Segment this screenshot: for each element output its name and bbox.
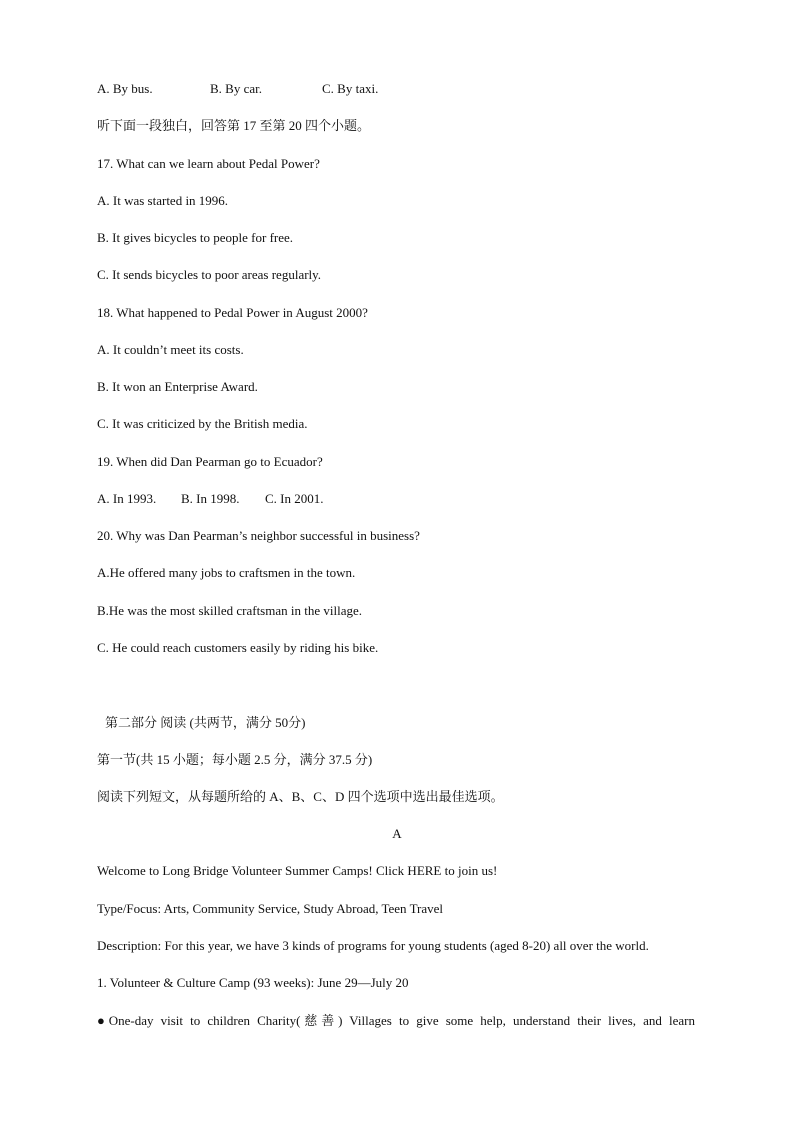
q17-question: 17. What can we learn about Pedal Power? (97, 156, 320, 171)
q20-option-a: A.He offered many jobs to craftsmen in the town. (97, 565, 356, 580)
section1-heading: 第一节(共 15 小题；每小题 2.5 分，满分 37.5 分) (97, 752, 373, 767)
q16-options (97, 81, 378, 97)
passage-label: A (392, 826, 402, 841)
part2-heading: 第二部分 阅读 (共两节，满分 50分) (105, 715, 306, 730)
q18-question: 18. What happened to Pedal Power in August 2000? (97, 305, 368, 320)
q17-option-b: B. It gives bicycles to people for free. (97, 230, 294, 245)
q20-option-b: B.He was the most skilled craftsman in the village. (97, 603, 362, 618)
q20-question: 20. Why was Dan Pearman’s neighbor successful in business? (97, 528, 420, 543)
passage-line-welcome: Welcome to Long Bridge Volunteer Summer Camps! Click HERE to join us! (97, 863, 498, 878)
q18-option-a: A. It couldn’t meet its costs. (97, 342, 244, 357)
bullet-text: One-day visit to children Charity(慈善) Villages to give some help, understand their lives, and learn (108, 1013, 695, 1028)
passage-line-description: Description: For this year, we have 3 kinds of programs for young students (aged 8-20) all over the world. (97, 938, 649, 953)
q19-option-c: C. In 2001. (265, 491, 324, 506)
passage-line-type: Type/Focus: Arts, Community Service, Study Abroad, Teen Travel (97, 901, 444, 916)
q16-option-c: C. By taxi. (322, 81, 379, 96)
q19-question: 19. When did Dan Pearman go to Ecuador? (97, 454, 323, 469)
q17-option-c: C. It sends bicycles to poor areas regularly. (97, 267, 322, 282)
passage-line-camp1: 1. Volunteer & Culture Camp (93 weeks): June 29—July 20 (97, 975, 409, 990)
q16-option-b: B. By car. (210, 81, 262, 96)
q19-option-a: A. In 1993. (97, 491, 157, 506)
passage-bullet-line (97, 1013, 695, 1029)
q18-option-c: C. It was criticized by the British media. (97, 416, 308, 431)
q17-option-a: A. It was started in 1996. (97, 193, 229, 208)
q19-option-b: B. In 1998. (181, 491, 240, 506)
q16-option-a: A. By bus. (97, 81, 153, 96)
q20-option-c: C. He could reach customers easily by riding his bike. (97, 640, 379, 655)
monologue-instruction: 听下面一段独白，回答第 17 至第 20 四个小题。 (97, 118, 371, 133)
q19-options (97, 491, 324, 507)
bullet-icon: ● (97, 1013, 109, 1028)
reading-instruction: 阅读下列短文，从每题所给的 A、B、C、D 四个选项中选出最佳选项。 (97, 789, 504, 804)
q18-option-b: B. It won an Enterprise Award. (97, 379, 258, 394)
